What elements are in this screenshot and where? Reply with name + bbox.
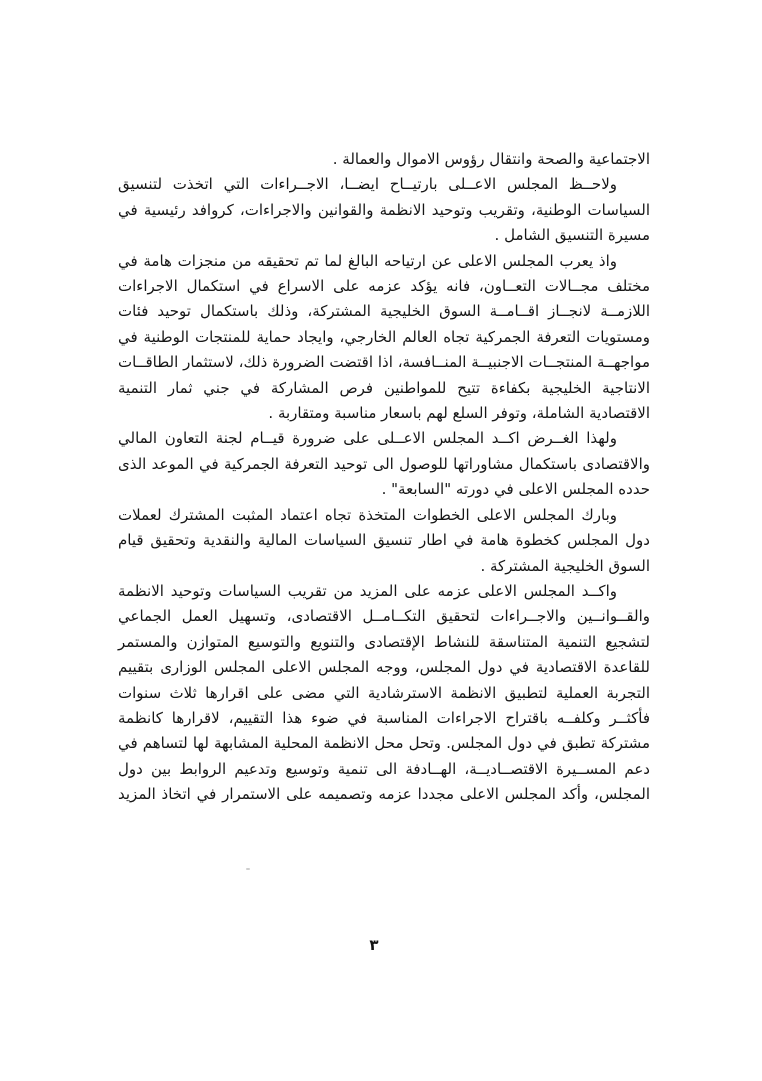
paragraph: ولاحــظ المجلس الاعــلى بارتيــاح ايضــا، الاجــراءات التي اتخذت لتنسيق السياسات الوطنية، وتقريب وتوحيد الانظمة والقوانين والاجراءات، كروافد رئيسية في مسيرة التنسيق الشامل . [118,175,650,245]
paragraph-continuation: الاجتماعية والصحة وانتقال رؤوس الاموال والعمالة . [332,150,650,168]
paragraph: ولهذا الغــرض اكــد المجلس الاعــلى على ضرورة قيــام لجنة التعاون المالي والاقتصادى باستكمال مشاوراتها للوصول الى توحيد التعرفة الجمركية في الموعد الذى حدده المجلس الاعلى في دورته "السابعة" . [118,429,650,499]
paragraph: وبارك المجلس الاعلى الخطوات المتخذة تجاه اعتماد المثبت المشترك لعملات دول المجلس كخطوة هامة في اطار تنسيق السياسات المالية والنقدية وتحقيق قيام السوق الخليجية المشتركة . [118,505,650,575]
scan-artifact-speck [246,868,250,870]
paragraph: واكــد المجلس الاعلى عزمه على المزيد من تقريب السياسات وتوحيد الانظمة والقــوانــين والاجــراءات لتحقيق التكــامــل الاقتصادى، وتسهيل العمل الجماعي لتشجيع التنمية المتناسقة للنشاط الإقتصادى والتنويع والتوسيع المتوازن والمستمر للقاعدة الاقتصادية في دول المجلس، ووجه المجلس الاعلى المجلس الوزارى بتقييم التجربة العملية لتطبيق الانظمة الاسترشادية التي مضى على اقرارها ثلاث سنوات فأكثــر وكلفــه باقتراح الاجراءات المناسبة في ضوء هذا التقييم، لاقرارها كانظمة مشتركة تطبق في دول المجلس. وتحل محل الانظمة المحلية المشابهة لها لتساهم في دعم المســيرة الاقتصــاديــة، الهــادفة الى تنمية وتوسيع وتدعيم الروابط بين دول المجلس، وأكد المجلس الاعلى مجددا عزمه وتصميمه على الاستمرار في اتخاذ المزيد [118,581,650,804]
paragraph: واذ يعرب المجلس الاعلى عن ارتياحه البالغ لما تم تحقيقه من منجزات هامة في مختلف مجــالات التعــاون، فانه يؤكد عزمه على الاسراع في استكمال الاجراءات اللازمــة لانجــاز اقــامــة السوق الخليجية المشتركة، وذلك باستكمال توحيد فئات ومستويات التعرفة الجمركية تجاه العالم الخارجي، وايجاد حماية للمنتجات الوطنية في مواجهــة المنتجــات الاجنبيــة المنــافسة، اذا اقتضت الضرورة ذلك، لاستثمار الطاقــات الانتاجية الخليجية بكفاءة تتيح للمواطنين فرص المشاركة في جني ثمار التنمية الاقتصادية الشاملة، وتوفر السلع لهم باسعار مناسبة ومتقاربة . [118,251,650,423]
body-text-block [118,147,650,808]
page-number: ٣ [369,936,379,954]
